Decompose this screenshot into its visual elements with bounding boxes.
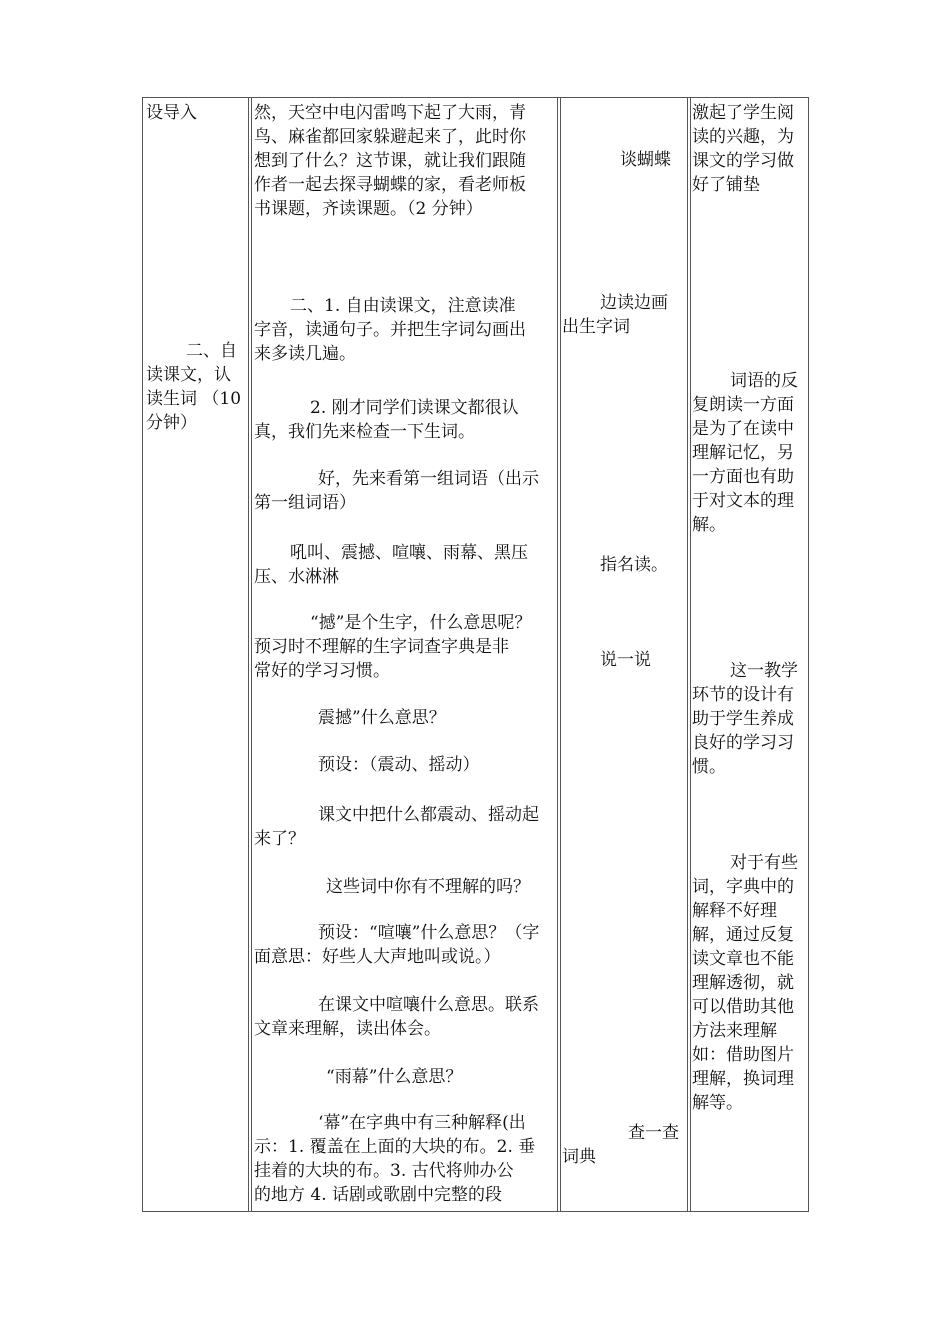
text-line: 的地方 4. 话剧或歌剧中完整的段 <box>254 1185 503 1205</box>
student-activity-read-mark <box>562 291 668 339</box>
text-line: 示：1. 覆盖在上面的大块的布。2. 垂 <box>254 1137 536 1157</box>
text-line: 解等。 <box>692 1093 743 1113</box>
paragraph-zhenhan-question: 震撼”什么意思？ <box>318 708 446 728</box>
intent-other-methods <box>692 851 798 1115</box>
text-line: 解释不好理 <box>692 901 777 921</box>
text-line: 想到了什么？这节课，就让我们跟随 <box>254 151 526 171</box>
text-line: 课文中把什么都震动、摇动起 <box>318 805 539 825</box>
lesson-plan-table <box>142 97 809 1212</box>
text-line: 助于学生养成 <box>692 709 794 729</box>
text-line: 词语的反 <box>730 371 798 391</box>
text-line: ‘幕”在字典中有三种解释(出 <box>318 1113 526 1133</box>
paragraph-what-shakes <box>254 803 539 851</box>
paragraph-any-unknown: 这些词中你有不理解的吗？ <box>326 877 530 897</box>
text-line: 在课文中喧嚷什么意思。联系 <box>318 995 539 1015</box>
paragraph-context <box>254 993 539 1041</box>
paragraph-first-group <box>254 467 539 515</box>
column-divider-1 <box>248 97 252 1212</box>
table-right-border <box>808 97 809 1212</box>
stage-section-2-line: 二、自 <box>186 341 237 361</box>
text-line: 二、1. 自由读课文，注意读准 <box>290 296 516 316</box>
student-activity-talk: 谈蝴蝶 <box>620 150 671 170</box>
text-line: 一方面也有助 <box>692 467 794 487</box>
paragraph-intro <box>254 101 526 221</box>
column-divider-3 <box>687 97 691 1212</box>
text-line: 惯。 <box>692 757 726 777</box>
student-activity-read-aloud: 指名读。 <box>600 555 668 575</box>
text-line: 可以借助其他 <box>692 997 794 1017</box>
text-line: 如：借助图片 <box>692 1045 794 1065</box>
text-line: “撼”是个生字，什么意思呢？ <box>310 613 532 633</box>
student-activity-dictionary <box>562 1121 679 1169</box>
student-activity-say: 说一说 <box>600 650 651 670</box>
text-line: 良好的学习习 <box>692 733 794 753</box>
text-line: 2. 刚才同学们读课文都很认 <box>310 398 519 418</box>
text-line: 复朗读一方面 <box>692 395 794 415</box>
paragraph-word-list <box>254 541 528 589</box>
text-line: 吼叫、震撼、喧嚷、雨幕、黑压 <box>290 543 528 563</box>
text-line: 作者一起去探寻蝴蝶的家，看老师板 <box>254 175 526 195</box>
text-line: 鸟、麻雀都回家躲避起来了，此时你 <box>254 127 526 147</box>
text-line: 真，我们先来检查一下生词。 <box>254 422 475 442</box>
text-line: 来了？ <box>254 829 305 849</box>
text-line: 是为了在读中 <box>692 419 794 439</box>
text-line: 方法来理解 <box>692 1021 777 1041</box>
text-line: 激起了学生阅 <box>692 103 794 123</box>
paragraph-han-meaning <box>254 611 531 683</box>
text-line: 出生字词 <box>562 317 630 337</box>
paragraph-free-reading <box>254 294 526 366</box>
paragraph-check-words <box>254 396 519 444</box>
text-line: 预习时不理解的生字词查字典是非 <box>254 637 509 657</box>
text-line: 课文的学习做 <box>692 151 794 171</box>
paragraph-yumu-question: “雨幕”什么意思？ <box>326 1067 463 1087</box>
stage-section-2 <box>146 339 250 435</box>
text-line: 这一教学 <box>730 661 798 681</box>
text-line: 解。 <box>692 515 726 535</box>
table-left-border <box>142 97 143 1212</box>
stage-section-2-line: 读生词 （10 <box>146 389 242 409</box>
text-line: 对于有些 <box>730 853 798 873</box>
paragraph-preset-2 <box>254 921 539 969</box>
text-line: 边读边画 <box>600 293 668 313</box>
text-line: 挂着的大块的布。3. 古代将帅办公 <box>254 1161 514 1181</box>
stage-intro-tail: 设导入 <box>146 103 197 123</box>
text-line: 第一组词语） <box>254 493 356 513</box>
paragraph-mu-definitions <box>254 1111 535 1207</box>
intent-repeat-reading <box>692 369 798 537</box>
text-line: 理解透彻，就 <box>692 973 794 993</box>
table-top-border <box>142 97 809 98</box>
text-line: 常好的学习习惯。 <box>254 661 390 681</box>
text-line: 解，通过反复 <box>692 925 794 945</box>
table-bottom-border <box>142 1211 809 1212</box>
text-line: 读文章也不能 <box>692 949 794 969</box>
text-line: 于对文本的理 <box>692 491 794 511</box>
text-line: 好，先来看第一组词语（出示 <box>318 469 539 489</box>
text-line: 压、水淋淋 <box>254 567 339 587</box>
text-line: 词典 <box>562 1147 596 1167</box>
text-line: 理解记忆，另 <box>692 443 794 463</box>
text-line: 面意思：好些人大声地叫或说。） <box>254 947 501 967</box>
text-line: 词，字典中的 <box>692 877 794 897</box>
stage-section-2-line: 分钟） <box>146 413 197 433</box>
text-line: 环节的设计有 <box>692 685 794 705</box>
intent-interest <box>692 101 794 197</box>
text-line: 然，天空中电闪雷鸣下起了大雨，青 <box>254 103 526 123</box>
stage-section-2-line: 读课文，认 <box>146 365 231 385</box>
text-line: 查一查 <box>628 1123 679 1143</box>
text-line: 文章来理解，读出体会。 <box>254 1019 441 1039</box>
text-line: 读的兴趣，为 <box>692 127 794 147</box>
text-line: 理解，换词理 <box>692 1069 794 1089</box>
text-line: 好了铺垫 <box>692 175 760 195</box>
paragraph-preset-1: 预设：（震动、摇动） <box>318 755 480 775</box>
text-line: 书课题，齐读课题。（2 分钟） <box>254 199 483 219</box>
intent-habit <box>692 659 798 779</box>
column-divider-2 <box>557 97 561 1212</box>
text-line: 来多读几遍。 <box>254 344 356 364</box>
text-line: 预设：“喧嚷”什么意思？（字 <box>318 923 540 943</box>
text-line: 字音，读通句子。并把生字词勾画出 <box>254 320 526 340</box>
